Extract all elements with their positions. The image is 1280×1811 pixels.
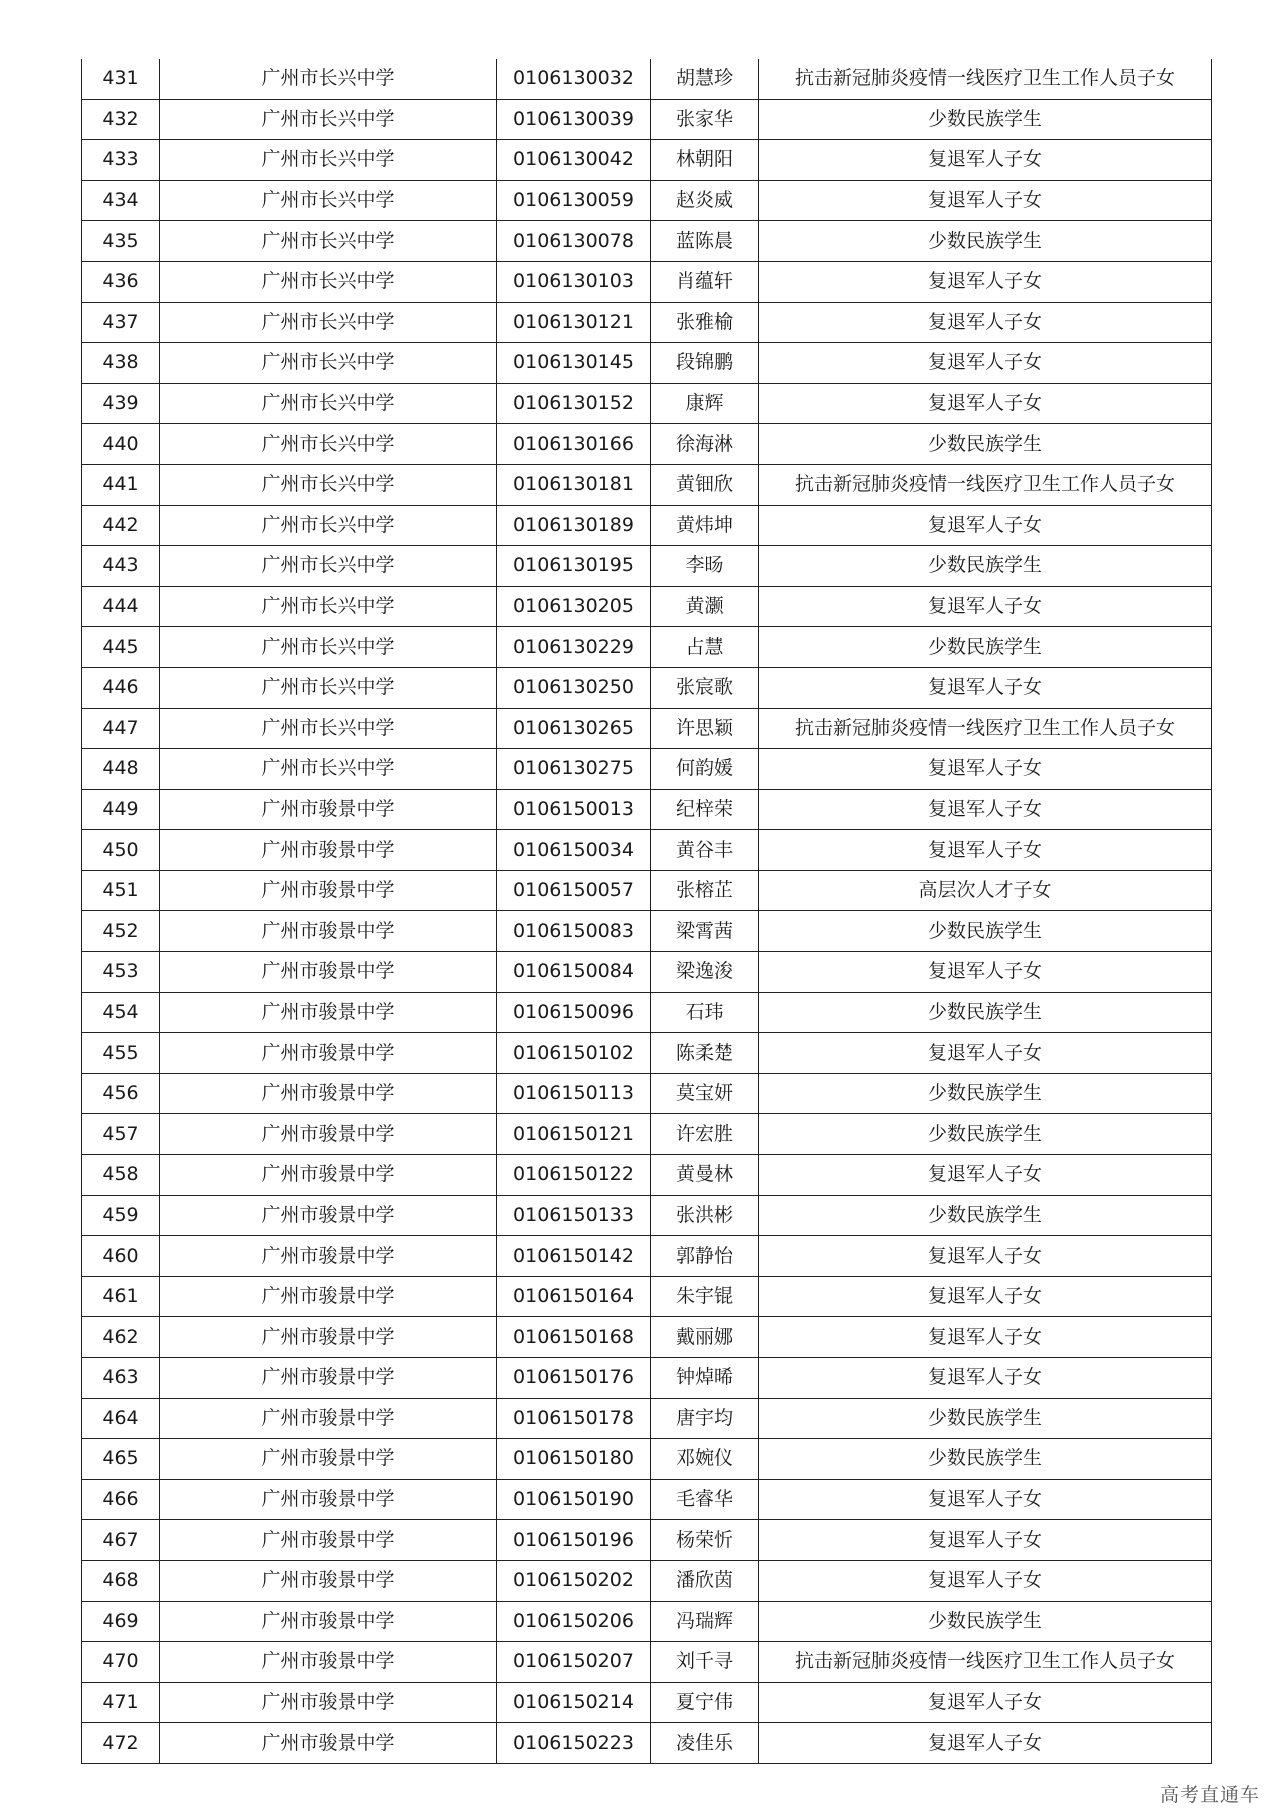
row-number-cell: 438 (82, 343, 160, 384)
row-number-cell: 449 (82, 789, 160, 830)
student-name-cell: 黄灏 (651, 586, 759, 627)
category-cell: 复退军人子女 (759, 140, 1212, 181)
row-number-cell: 432 (82, 99, 160, 140)
row-number-cell: 455 (82, 1033, 160, 1074)
school-name-cell: 广州市骏景中学 (160, 1398, 497, 1439)
table-row (82, 911, 1212, 952)
category-cell: 复退军人子女 (759, 1682, 1212, 1723)
category-cell: 复退军人子女 (759, 261, 1212, 302)
category-cell: 复退军人子女 (759, 1236, 1212, 1277)
student-id-cell: 0106150057 (497, 870, 651, 911)
category-cell: 复退军人子女 (759, 302, 1212, 343)
category-cell: 复退军人子女 (759, 789, 1212, 830)
student-id-cell: 0106150168 (497, 1317, 651, 1358)
student-id-cell: 0106130039 (497, 99, 651, 140)
school-name-cell: 广州市骏景中学 (160, 830, 497, 871)
school-name-cell: 广州市骏景中学 (160, 1520, 497, 1561)
category-cell: 少数民族学生 (759, 1601, 1212, 1642)
school-name-cell: 广州市骏景中学 (160, 952, 497, 993)
student-name-cell: 段锦鹏 (651, 343, 759, 384)
row-number-cell: 468 (82, 1560, 160, 1601)
row-number-cell: 456 (82, 1073, 160, 1114)
student-id-cell: 0106130042 (497, 140, 651, 181)
school-name-cell: 广州市骏景中学 (160, 1642, 497, 1683)
category-cell: 少数民族学生 (759, 99, 1212, 140)
row-number-cell: 463 (82, 1358, 160, 1399)
school-name-cell: 广州市骏景中学 (160, 1479, 497, 1520)
category-cell: 少数民族学生 (759, 546, 1212, 587)
roster-sheet (81, 59, 1211, 1764)
student-name-cell: 张家华 (651, 99, 759, 140)
row-number-cell: 465 (82, 1439, 160, 1480)
table-row (82, 870, 1212, 911)
category-cell: 复退军人子女 (759, 1317, 1212, 1358)
student-id-cell: 0106150178 (497, 1398, 651, 1439)
school-name-cell: 广州市长兴中学 (160, 59, 497, 99)
table-row (82, 302, 1212, 343)
student-id-cell: 0106130181 (497, 464, 651, 505)
table-row (82, 1601, 1212, 1642)
table-row (82, 1723, 1212, 1764)
student-name-cell: 胡慧珍 (651, 59, 759, 99)
category-cell: 复退军人子女 (759, 383, 1212, 424)
student-name-cell: 杨荣忻 (651, 1520, 759, 1561)
student-name-cell: 徐海淋 (651, 424, 759, 465)
row-number-cell: 471 (82, 1682, 160, 1723)
table-row (82, 99, 1212, 140)
student-name-cell: 刘千寻 (651, 1642, 759, 1683)
student-id-cell: 0106130250 (497, 667, 651, 708)
school-name-cell: 广州市骏景中学 (160, 1236, 497, 1277)
row-number-cell: 444 (82, 586, 160, 627)
school-name-cell: 广州市长兴中学 (160, 261, 497, 302)
student-name-cell: 朱宇锟 (651, 1276, 759, 1317)
row-number-cell: 464 (82, 1398, 160, 1439)
row-number-cell: 460 (82, 1236, 160, 1277)
category-cell: 少数民族学生 (759, 1439, 1212, 1480)
school-name-cell: 广州市骏景中学 (160, 1317, 497, 1358)
student-id-cell: 0106150223 (497, 1723, 651, 1764)
student-id-cell: 0106130205 (497, 586, 651, 627)
school-name-cell: 广州市骏景中学 (160, 911, 497, 952)
student-name-cell: 毛睿华 (651, 1479, 759, 1520)
row-number-cell: 458 (82, 1155, 160, 1196)
row-number-cell: 459 (82, 1195, 160, 1236)
student-id-cell: 0106130189 (497, 505, 651, 546)
student-name-cell: 冯瑞辉 (651, 1601, 759, 1642)
student-id-cell: 0106150083 (497, 911, 651, 952)
student-id-cell: 0106130229 (497, 627, 651, 668)
student-id-cell: 0106150113 (497, 1073, 651, 1114)
student-name-cell: 黄谷丰 (651, 830, 759, 871)
student-name-cell: 夏宁伟 (651, 1682, 759, 1723)
table-row (82, 546, 1212, 587)
row-number-cell: 448 (82, 749, 160, 790)
school-name-cell: 广州市长兴中学 (160, 302, 497, 343)
category-cell: 少数民族学生 (759, 424, 1212, 465)
table-row (82, 667, 1212, 708)
row-number-cell: 431 (82, 59, 160, 99)
student-name-cell: 钟焯晞 (651, 1358, 759, 1399)
student-id-cell: 0106150164 (497, 1276, 651, 1317)
school-name-cell: 广州市骏景中学 (160, 1033, 497, 1074)
student-id-cell: 0106150102 (497, 1033, 651, 1074)
student-name-cell: 肖蕴轩 (651, 261, 759, 302)
student-id-cell: 0106150142 (497, 1236, 651, 1277)
roster-table (81, 59, 1212, 1764)
student-name-cell: 林朝阳 (651, 140, 759, 181)
student-id-cell: 0106130152 (497, 383, 651, 424)
school-name-cell: 广州市骏景中学 (160, 1195, 497, 1236)
category-cell: 复退军人子女 (759, 1276, 1212, 1317)
student-name-cell: 纪梓荣 (651, 789, 759, 830)
school-name-cell: 广州市骏景中学 (160, 1114, 497, 1155)
student-id-cell: 0106150202 (497, 1560, 651, 1601)
student-id-cell: 0106130275 (497, 749, 651, 790)
student-name-cell: 蓝陈晨 (651, 221, 759, 262)
category-cell: 复退军人子女 (759, 1560, 1212, 1601)
student-id-cell: 0106150176 (497, 1358, 651, 1399)
student-name-cell: 莫宝妍 (651, 1073, 759, 1114)
row-number-cell: 466 (82, 1479, 160, 1520)
category-cell: 少数民族学生 (759, 627, 1212, 668)
category-cell: 抗击新冠肺炎疫情一线医疗卫生工作人员子女 (759, 464, 1212, 505)
student-name-cell: 石玮 (651, 992, 759, 1033)
student-name-cell: 张洪彬 (651, 1195, 759, 1236)
student-name-cell: 许宏胜 (651, 1114, 759, 1155)
category-cell: 少数民族学生 (759, 1114, 1212, 1155)
student-id-cell: 0106150180 (497, 1439, 651, 1480)
student-name-cell: 何韵媛 (651, 749, 759, 790)
table-row (82, 1195, 1212, 1236)
table-row (82, 789, 1212, 830)
student-id-cell: 0106150133 (497, 1195, 651, 1236)
row-number-cell: 462 (82, 1317, 160, 1358)
table-row (82, 59, 1212, 99)
school-name-cell: 广州市骏景中学 (160, 1439, 497, 1480)
category-cell: 复退军人子女 (759, 952, 1212, 993)
category-cell: 复退军人子女 (759, 505, 1212, 546)
category-cell: 抗击新冠肺炎疫情一线医疗卫生工作人员子女 (759, 1642, 1212, 1683)
table-row (82, 992, 1212, 1033)
table-row (82, 1358, 1212, 1399)
school-name-cell: 广州市骏景中学 (160, 1358, 497, 1399)
student-id-cell: 0106150206 (497, 1601, 651, 1642)
category-cell: 少数民族学生 (759, 1195, 1212, 1236)
row-number-cell: 434 (82, 180, 160, 221)
student-name-cell: 张宸歌 (651, 667, 759, 708)
student-name-cell: 凌佳乐 (651, 1723, 759, 1764)
student-id-cell: 0106130032 (497, 59, 651, 99)
row-number-cell: 457 (82, 1114, 160, 1155)
row-number-cell: 447 (82, 708, 160, 749)
student-name-cell: 许思颖 (651, 708, 759, 749)
table-row (82, 221, 1212, 262)
category-cell: 少数民族学生 (759, 1398, 1212, 1439)
student-name-cell: 黄曼林 (651, 1155, 759, 1196)
school-name-cell: 广州市长兴中学 (160, 546, 497, 587)
watermark-text: 高考直通车 (1159, 1784, 1260, 1806)
student-id-cell: 0106130195 (497, 546, 651, 587)
row-number-cell: 436 (82, 261, 160, 302)
row-number-cell: 435 (82, 221, 160, 262)
student-id-cell: 0106150190 (497, 1479, 651, 1520)
student-id-cell: 0106150084 (497, 952, 651, 993)
table-row (82, 1073, 1212, 1114)
category-cell: 复退军人子女 (759, 1033, 1212, 1074)
school-name-cell: 广州市长兴中学 (160, 424, 497, 465)
school-name-cell: 广州市长兴中学 (160, 383, 497, 424)
student-id-cell: 0106130265 (497, 708, 651, 749)
student-name-cell: 陈柔楚 (651, 1033, 759, 1074)
table-row (82, 1398, 1212, 1439)
table-row (82, 1317, 1212, 1358)
school-name-cell: 广州市骏景中学 (160, 1601, 497, 1642)
row-number-cell: 433 (82, 140, 160, 181)
table-row (82, 1520, 1212, 1561)
student-id-cell: 0106130166 (497, 424, 651, 465)
row-number-cell: 440 (82, 424, 160, 465)
row-number-cell: 469 (82, 1601, 160, 1642)
row-number-cell: 450 (82, 830, 160, 871)
student-name-cell: 张雅榆 (651, 302, 759, 343)
roster-table-body (82, 59, 1212, 1763)
student-id-cell: 0106150122 (497, 1155, 651, 1196)
school-name-cell: 广州市骏景中学 (160, 1560, 497, 1601)
table-row (82, 140, 1212, 181)
student-id-cell: 0106150013 (497, 789, 651, 830)
school-name-cell: 广州市长兴中学 (160, 586, 497, 627)
row-number-cell: 437 (82, 302, 160, 343)
school-name-cell: 广州市长兴中学 (160, 627, 497, 668)
table-row (82, 1155, 1212, 1196)
student-name-cell: 潘欣茵 (651, 1560, 759, 1601)
table-row (82, 383, 1212, 424)
student-name-cell: 张榕芷 (651, 870, 759, 911)
table-row (82, 1479, 1212, 1520)
school-name-cell: 广州市长兴中学 (160, 667, 497, 708)
table-row (82, 627, 1212, 668)
table-row (82, 424, 1212, 465)
school-name-cell: 广州市骏景中学 (160, 1276, 497, 1317)
category-cell: 少数民族学生 (759, 221, 1212, 262)
student-id-cell: 0106130145 (497, 343, 651, 384)
student-id-cell: 0106150207 (497, 1642, 651, 1683)
row-number-cell: 452 (82, 911, 160, 952)
school-name-cell: 广州市骏景中学 (160, 1723, 497, 1764)
student-id-cell: 0106150096 (497, 992, 651, 1033)
table-row (82, 180, 1212, 221)
category-cell: 抗击新冠肺炎疫情一线医疗卫生工作人员子女 (759, 59, 1212, 99)
student-name-cell: 李旸 (651, 546, 759, 587)
school-name-cell: 广州市骏景中学 (160, 1073, 497, 1114)
student-name-cell: 黄钿欣 (651, 464, 759, 505)
student-id-cell: 0106130059 (497, 180, 651, 221)
school-name-cell: 广州市长兴中学 (160, 221, 497, 262)
table-row (82, 261, 1212, 302)
school-name-cell: 广州市长兴中学 (160, 505, 497, 546)
category-cell: 复退军人子女 (759, 1520, 1212, 1561)
student-name-cell: 黄炜坤 (651, 505, 759, 546)
table-row (82, 1276, 1212, 1317)
table-row (82, 1560, 1212, 1601)
category-cell: 复退军人子女 (759, 343, 1212, 384)
row-number-cell: 453 (82, 952, 160, 993)
row-number-cell: 439 (82, 383, 160, 424)
school-name-cell: 广州市长兴中学 (160, 99, 497, 140)
category-cell: 复退军人子女 (759, 1479, 1212, 1520)
school-name-cell: 广州市长兴中学 (160, 464, 497, 505)
category-cell: 抗击新冠肺炎疫情一线医疗卫生工作人员子女 (759, 708, 1212, 749)
category-cell: 少数民族学生 (759, 1073, 1212, 1114)
student-id-cell: 0106130121 (497, 302, 651, 343)
category-cell: 复退军人子女 (759, 667, 1212, 708)
table-row (82, 830, 1212, 871)
row-number-cell: 461 (82, 1276, 160, 1317)
student-id-cell: 0106150196 (497, 1520, 651, 1561)
category-cell: 复退军人子女 (759, 1155, 1212, 1196)
school-name-cell: 广州市长兴中学 (160, 140, 497, 181)
row-number-cell: 442 (82, 505, 160, 546)
row-number-cell: 472 (82, 1723, 160, 1764)
table-row (82, 464, 1212, 505)
student-name-cell: 戴丽娜 (651, 1317, 759, 1358)
row-number-cell: 451 (82, 870, 160, 911)
student-id-cell: 0106130078 (497, 221, 651, 262)
student-name-cell: 唐宇均 (651, 1398, 759, 1439)
row-number-cell: 443 (82, 546, 160, 587)
table-row (82, 708, 1212, 749)
row-number-cell: 454 (82, 992, 160, 1033)
table-row (82, 1236, 1212, 1277)
school-name-cell: 广州市骏景中学 (160, 1682, 497, 1723)
table-row (82, 952, 1212, 993)
student-id-cell: 0106130103 (497, 261, 651, 302)
school-name-cell: 广州市骏景中学 (160, 1155, 497, 1196)
row-number-cell: 470 (82, 1642, 160, 1683)
school-name-cell: 广州市长兴中学 (160, 343, 497, 384)
row-number-cell: 467 (82, 1520, 160, 1561)
row-number-cell: 445 (82, 627, 160, 668)
category-cell: 少数民族学生 (759, 992, 1212, 1033)
student-name-cell: 梁逸浚 (651, 952, 759, 993)
category-cell: 高层次人才子女 (759, 870, 1212, 911)
category-cell: 复退军人子女 (759, 749, 1212, 790)
student-id-cell: 0106150214 (497, 1682, 651, 1723)
school-name-cell: 广州市骏景中学 (160, 992, 497, 1033)
table-row (82, 1642, 1212, 1683)
table-row (82, 1439, 1212, 1480)
school-name-cell: 广州市长兴中学 (160, 180, 497, 221)
school-name-cell: 广州市长兴中学 (160, 749, 497, 790)
category-cell: 复退军人子女 (759, 1723, 1212, 1764)
row-number-cell: 446 (82, 667, 160, 708)
student-name-cell: 梁霄茜 (651, 911, 759, 952)
student-name-cell: 邓婉仪 (651, 1439, 759, 1480)
student-id-cell: 0106150034 (497, 830, 651, 871)
table-row (82, 586, 1212, 627)
category-cell: 复退军人子女 (759, 1358, 1212, 1399)
category-cell: 少数民族学生 (759, 911, 1212, 952)
school-name-cell: 广州市骏景中学 (160, 789, 497, 830)
student-name-cell: 占慧 (651, 627, 759, 668)
table-row (82, 1033, 1212, 1074)
table-row (82, 343, 1212, 384)
table-row (82, 505, 1212, 546)
student-name-cell: 赵炎威 (651, 180, 759, 221)
school-name-cell: 广州市长兴中学 (160, 708, 497, 749)
table-row (82, 1114, 1212, 1155)
student-name-cell: 康辉 (651, 383, 759, 424)
table-row (82, 749, 1212, 790)
student-name-cell: 郭静怡 (651, 1236, 759, 1277)
category-cell: 复退军人子女 (759, 180, 1212, 221)
school-name-cell: 广州市骏景中学 (160, 870, 497, 911)
row-number-cell: 441 (82, 464, 160, 505)
student-id-cell: 0106150121 (497, 1114, 651, 1155)
category-cell: 复退军人子女 (759, 830, 1212, 871)
table-row (82, 1682, 1212, 1723)
category-cell: 复退军人子女 (759, 586, 1212, 627)
